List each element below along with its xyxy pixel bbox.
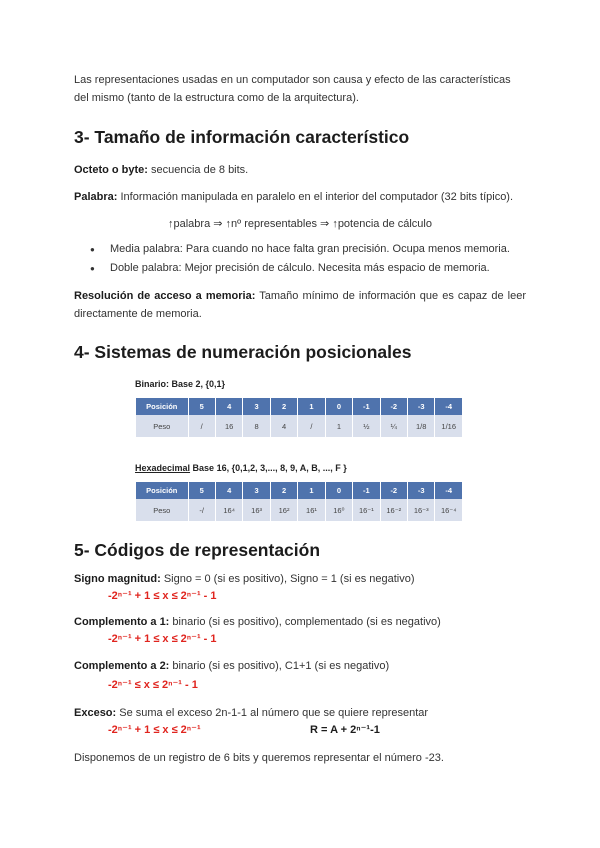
table-row — [136, 415, 463, 437]
hex-caption-label: Hexadecimal — [135, 463, 191, 473]
table-cell: 1/8 — [408, 415, 435, 437]
table-header-cell: 3 — [243, 482, 270, 499]
table-header-cell: 0 — [325, 482, 352, 499]
c1-formula: -2ⁿ⁻¹ + 1 ≤ x ≤ 2ⁿ⁻¹ - 1 — [108, 633, 217, 645]
palabra-label: Palabra: — [74, 191, 118, 203]
table-header-cell: 4 — [215, 482, 242, 499]
palabra-text: Información manipulada en paralelo en el interior del computador (32 bits típico). — [117, 191, 514, 203]
intro-paragraph: Las representaciones usadas en un computador son causa y efecto de las características del mismo (tanto de la estructura como de la arquitectura). — [74, 74, 511, 104]
table-cell: 8 — [243, 415, 270, 437]
section-3-heading: 3- Tamaño de información característico — [74, 127, 410, 147]
table-cell: 16³ — [243, 499, 270, 521]
final-paragraph: Disponemos de un registro de 6 bits y queremos representar el número -23. — [74, 752, 444, 764]
table-cell: / — [188, 415, 215, 437]
c1-label: Complemento a 1: — [74, 616, 170, 628]
table-header-cell: 0 — [325, 398, 352, 415]
table-header-cell: 5 — [188, 482, 215, 499]
bullet-list — [90, 240, 510, 278]
section-5-heading: 5- Códigos de representación — [74, 540, 321, 560]
list-item: ● Media palabra: Para cuando no hace falta gran precisión. Ocupa menos memoria. — [90, 240, 510, 259]
exceso-line — [74, 705, 428, 721]
table-cell: Peso — [136, 415, 188, 437]
c2-formula: -2ⁿ⁻¹ ≤ x ≤ 2ⁿ⁻¹ - 1 — [108, 679, 198, 691]
table-cell: 16⁴ — [215, 499, 242, 521]
table-cell: 1/16 — [435, 415, 463, 437]
list-item: ● Doble palabra: Mejor precisión de cálculo. Necesita más espacio de memoria. — [90, 259, 510, 278]
signo-text: Signo = 0 (si es positivo), Signo = 1 (si es negativo) — [160, 573, 415, 585]
table-cell: 4 — [270, 415, 297, 437]
c2-line — [74, 658, 389, 674]
octeto-paragraph — [74, 161, 526, 179]
table-header-cell: -4 — [435, 398, 463, 415]
hex-caption — [135, 463, 347, 473]
table-row — [136, 499, 463, 521]
palabra-paragraph — [74, 188, 526, 206]
table-header-cell: 4 — [215, 398, 242, 415]
exceso-formula: -2ⁿ⁻¹ + 1 ≤ x ≤ 2ⁿ⁻¹ — [108, 724, 201, 736]
table-cell: 16¹ — [298, 499, 325, 521]
table-cell: 16⁻⁴ — [435, 499, 463, 521]
octeto-label: Octeto o byte: — [74, 164, 148, 176]
exceso-label: Exceso: — [74, 707, 117, 719]
table-header-cell: -2 — [380, 482, 407, 499]
signo-label: Signo magnitud: — [74, 573, 161, 585]
c2-text: binario (si es positivo), C1+1 (si es negativo) — [169, 660, 390, 672]
c1-text: binario (si es positivo), complementado (si es negativo) — [169, 616, 441, 628]
c1-line — [74, 614, 441, 630]
table-header-cell: Posición — [136, 398, 188, 415]
resolucion-text: Tamaño mínimo de información que es capaz de leer directamente de memoria. — [74, 290, 526, 320]
section-4-heading: 4- Sistemas de numeración posicionales — [74, 342, 412, 362]
table-header-cell: 1 — [298, 482, 325, 499]
signo-line — [74, 571, 415, 587]
binary-table — [136, 398, 463, 437]
hex-caption-rest: Base 16, {0,1,2, 3,..., 8, 9, A, B, ..., F } — [190, 463, 347, 473]
table-header-row — [136, 398, 463, 415]
relation-line: ↑palabra ⇒ ↑nº representables ⇒ ↑potencia de cálculo — [168, 218, 432, 230]
table-header-cell: 5 — [188, 398, 215, 415]
signo-formula: -2ⁿ⁻¹ + 1 ≤ x ≤ 2ⁿ⁻¹ - 1 — [108, 590, 217, 602]
resolucion-paragraph — [74, 287, 526, 323]
table-cell: 1 — [325, 415, 352, 437]
table-header-cell: -3 — [408, 398, 435, 415]
table-header-row — [136, 482, 463, 499]
table-cell: 16⁻² — [380, 499, 407, 521]
table-header-cell: -1 — [353, 398, 380, 415]
c2-label: Complemento a 2: — [74, 660, 170, 672]
table-header-cell: -1 — [353, 482, 380, 499]
table-header-cell: -4 — [435, 482, 463, 499]
table-header-cell: -2 — [380, 398, 407, 415]
octeto-text: secuencia de 8 bits. — [147, 164, 249, 176]
table-cell: 16⁰ — [325, 499, 352, 521]
table-cell: 16² — [270, 499, 297, 521]
table-header-cell: 2 — [270, 398, 297, 415]
resolucion-label: Resolución de acceso a memoria: — [74, 290, 256, 302]
table-cell: ½ — [353, 415, 380, 437]
exceso-r-formula: R = A + 2ⁿ⁻¹-1 — [310, 724, 380, 736]
table-cell: 16⁻³ — [408, 499, 435, 521]
hex-table — [136, 482, 463, 521]
table-header-cell: 3 — [243, 398, 270, 415]
exceso-text: Se suma el exceso 2n-1-1 al número que se quiere representar — [116, 707, 429, 719]
table-cell: -/ — [188, 499, 215, 521]
table-cell: / — [298, 415, 325, 437]
table-cell: 16 — [215, 415, 242, 437]
table-header-cell: 1 — [298, 398, 325, 415]
binario-caption: Binario: Base 2, {0,1} — [135, 379, 226, 389]
table-cell: ¼ — [380, 415, 407, 437]
table-cell: Peso — [136, 499, 188, 521]
table-cell: 16⁻¹ — [353, 499, 380, 521]
table-header-cell: 2 — [270, 482, 297, 499]
table-header-cell: Posición — [136, 482, 188, 499]
table-header-cell: -3 — [408, 482, 435, 499]
